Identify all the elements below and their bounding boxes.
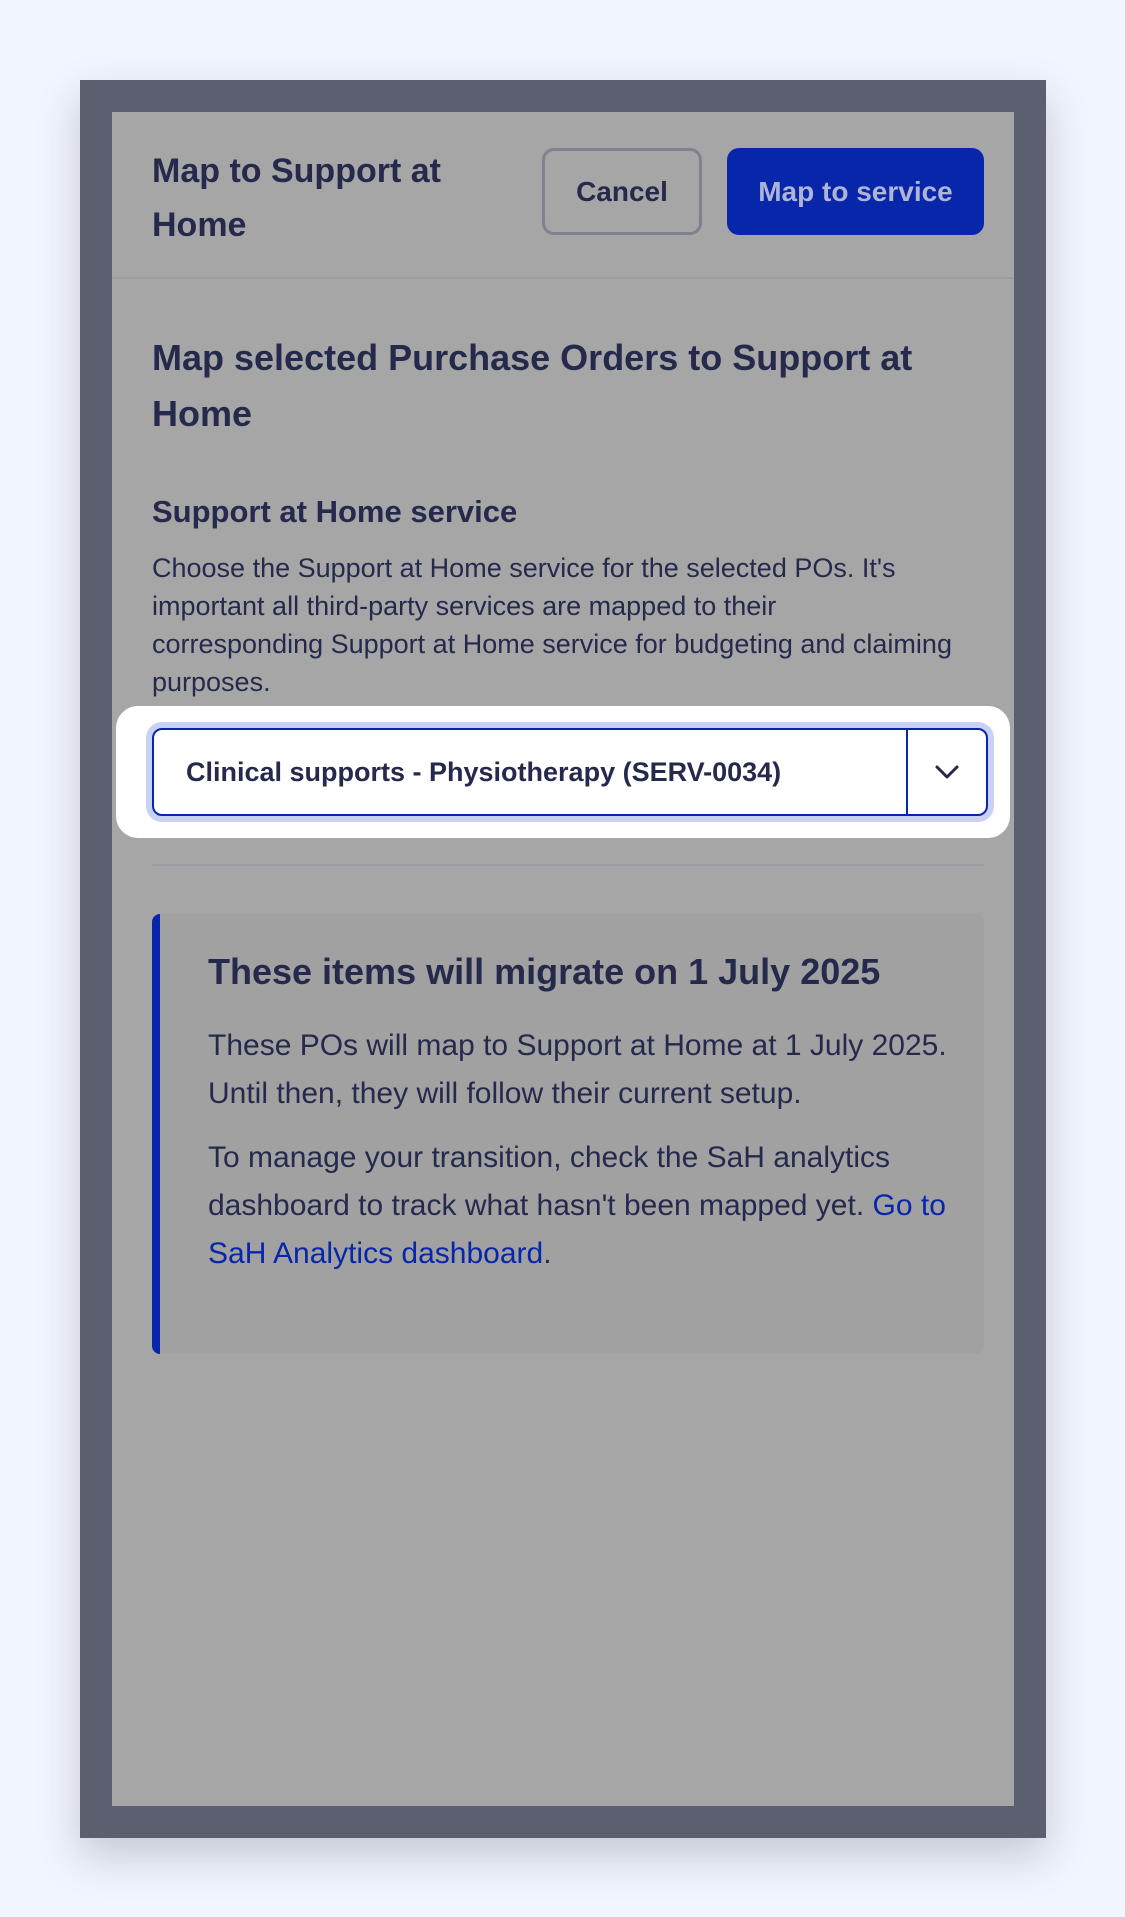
notice-title: These items will migrate on 1 July 2025 (208, 951, 881, 992)
divider (152, 864, 984, 866)
modal-frame (80, 80, 1046, 1838)
chevron-down-icon[interactable] (906, 730, 986, 814)
notice-paragraph-1: These POs will map to Support at Home at 1 July 2025. Until then, they will follow their current setup. (208, 1029, 947, 1110)
notice-paragraph-2-text: To manage your transition, check the SaH analytics dashboard to track what hasn't been mapped yet. (208, 1141, 891, 1222)
service-select[interactable] (152, 728, 988, 816)
map-to-service-button[interactable]: Map to service (727, 148, 984, 235)
select-highlight (116, 706, 1010, 838)
service-field-label: Support at Home service (152, 494, 518, 529)
analytics-dashboard-link[interactable]: Go to SaH Analytics dashboard (208, 1189, 946, 1270)
service-field-help: Choose the Support at Home service for the selected POs. It's important all third-party services are mapped to their corresponding Support at Home service for budgeting and claiming purposes. (152, 553, 952, 697)
notice-link-suffix: . (543, 1237, 552, 1270)
notice-body (208, 1022, 948, 1278)
migration-notice (152, 914, 984, 1354)
cancel-button[interactable]: Cancel (542, 148, 702, 235)
modal-title: Map to Support at Home (152, 152, 441, 244)
section-heading: Map selected Purchase Orders to Support at Home (152, 337, 913, 434)
modal-header (112, 112, 1014, 279)
notice-paragraph-2 (208, 1134, 948, 1278)
modal-panel (112, 112, 1014, 1806)
selected-service-value: Clinical supports - Physiotherapy (SERV-0034) (186, 756, 782, 787)
